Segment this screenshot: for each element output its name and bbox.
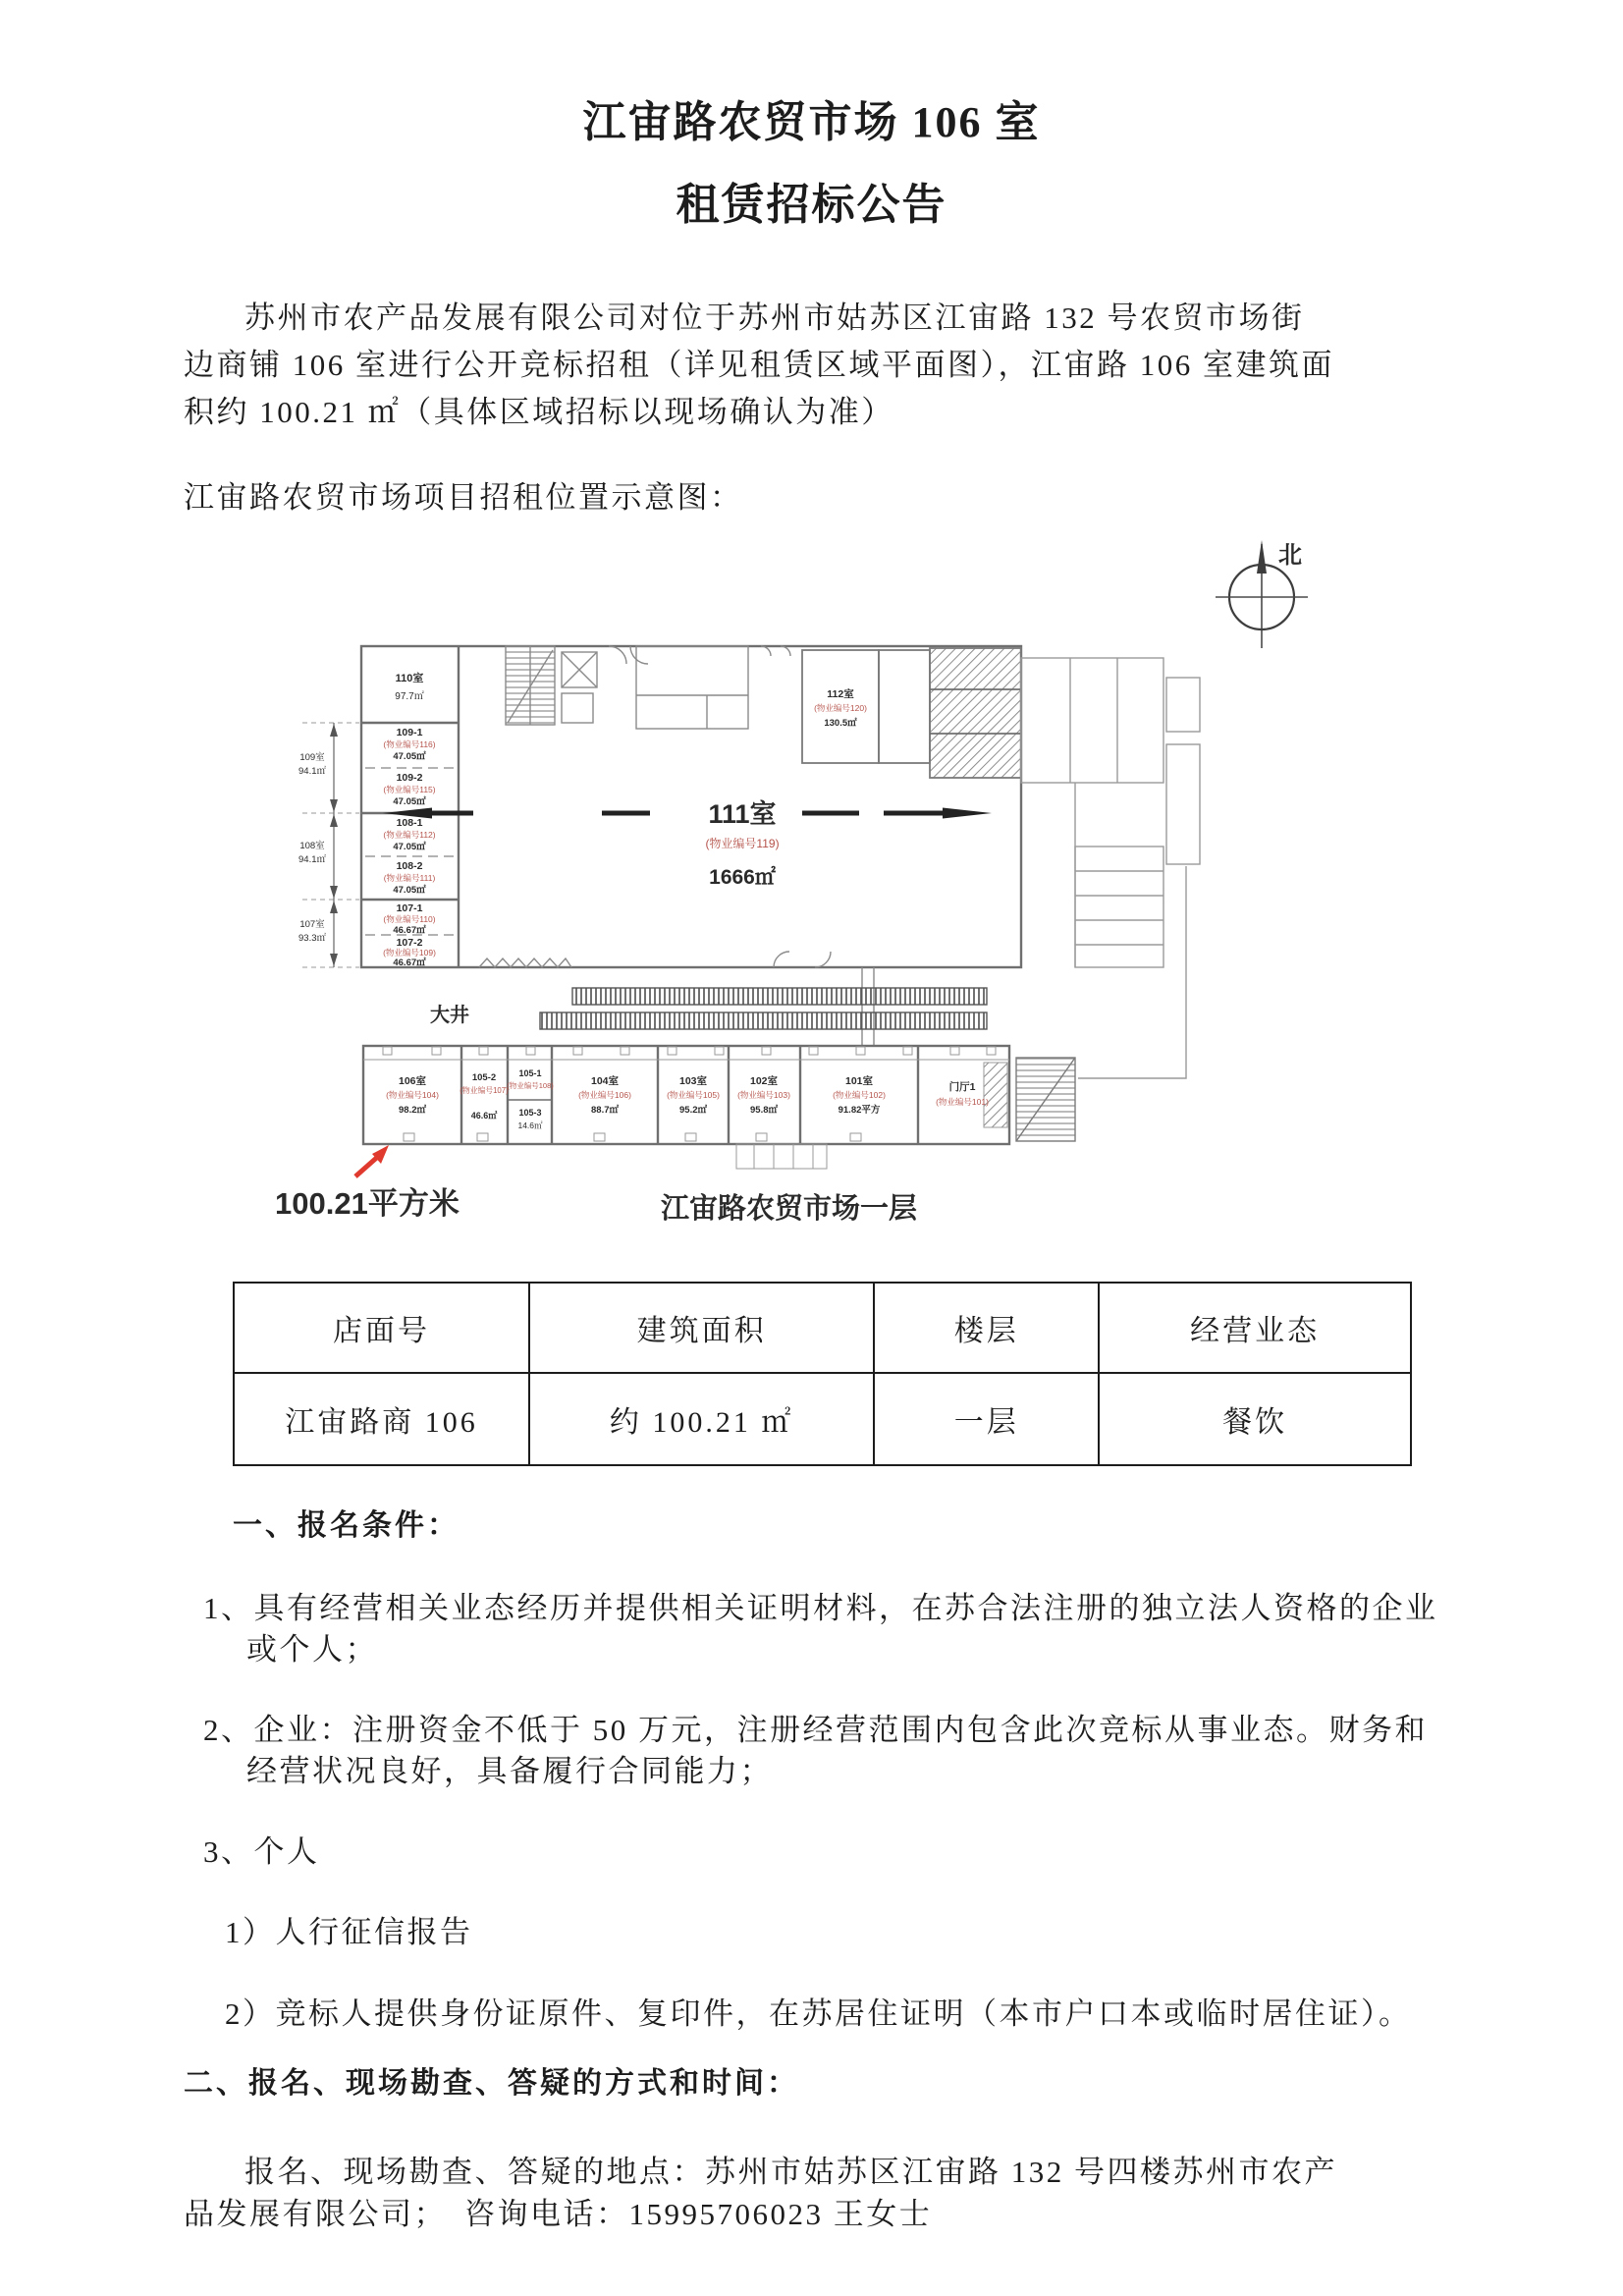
contact-line2: 品发展有限公司； 咨询电话：15995706023 王女士	[184, 2197, 933, 2231]
svg-text:(物业编号106): (物业编号106)	[578, 1090, 631, 1100]
svg-text:94.1㎡: 94.1㎡	[298, 854, 326, 865]
svg-text:109-2: 109-2	[396, 772, 423, 784]
top-right-rooms	[802, 648, 1021, 778]
svg-text:46.67㎡: 46.67㎡	[393, 925, 426, 936]
svg-text:14.6㎡: 14.6㎡	[517, 1121, 543, 1130]
doc-title-line2: 租赁招标公告	[676, 181, 947, 229]
svg-text:104室: 104室	[590, 1075, 620, 1087]
section2-heading: 二、报名、现场勘查、答疑的方式和时间：	[184, 2067, 799, 2100]
svg-text:(物业编号103): (物业编号103)	[737, 1090, 790, 1100]
svg-text:(物业编号111): (物业编号111)	[383, 873, 436, 883]
svg-text:111室: 111室	[708, 799, 777, 829]
svg-text:112室: 112室	[827, 688, 854, 700]
right-annex	[1016, 658, 1200, 1141]
item3-sub1: 1）人行征信报告	[225, 1915, 473, 1949]
svg-text:(物业编号102): (物业编号102)	[833, 1090, 886, 1100]
doc-title-line1: 江宙路农贸市场 106 室	[582, 98, 1041, 146]
table-data-row	[234, 1373, 1411, 1465]
room-112-labels	[814, 687, 867, 729]
hall-111-labels	[705, 799, 779, 889]
svg-text:91.82平方: 91.82平方	[838, 1105, 881, 1116]
bottom-shop-labels	[386, 1068, 989, 1130]
svg-text:47.05㎡: 47.05㎡	[393, 842, 426, 852]
intro-line-3: 积约 100.21 ㎡（具体区域招标以现场确认为准）	[184, 395, 894, 429]
room-110-area: 97.7㎡	[395, 691, 424, 702]
svg-text:47.05㎡: 47.05㎡	[393, 885, 426, 896]
hall-axis-arrows	[383, 808, 992, 819]
svg-text:(物业编号112): (物业编号112)	[383, 830, 436, 840]
left-room-labels	[383, 671, 436, 968]
stair-elevator-block	[506, 646, 790, 729]
td-area: 约 100.21 ㎡	[529, 1373, 874, 1465]
floor-plan-svg	[187, 532, 1321, 1285]
highlight-annotation	[275, 1145, 460, 1221]
svg-text:102室: 102室	[749, 1075, 779, 1087]
svg-text:94.1㎡: 94.1㎡	[298, 766, 326, 777]
th-business: 经营业态	[1099, 1283, 1411, 1373]
svg-text:47.05㎡: 47.05㎡	[393, 751, 426, 762]
svg-text:(物业编号105): (物业编号105)	[667, 1090, 720, 1100]
svg-text:(物业编号115): (物业编号115)	[383, 785, 436, 794]
courtyard-label: 大井	[430, 1005, 469, 1026]
room-110-no: 110室	[395, 673, 424, 684]
svg-text:(物业编号108): (物业编号108)	[507, 1081, 554, 1090]
north-label: 北	[1278, 542, 1302, 569]
svg-text:47.05㎡: 47.05㎡	[393, 796, 426, 807]
condition-item1-line1: 1、具有经营相关业态经历并提供相关证明材料，在苏合法注册的独立法人资格的企业	[203, 1591, 1438, 1625]
svg-text:46.67㎡: 46.67㎡	[393, 957, 426, 968]
svg-text:(物业编号107): (物业编号107)	[460, 1086, 509, 1095]
svg-text:108-2: 108-2	[396, 860, 423, 872]
section1-heading: 一、报名条件：	[233, 1509, 460, 1542]
main-hall-walls	[361, 646, 1021, 967]
svg-text:108-1: 108-1	[396, 817, 423, 829]
contact-line1: 报名、现场勘查、答疑的地点：苏州市姑苏区江宙路 132 号四楼苏州市农产	[244, 2155, 1337, 2189]
highlight-area-label: 100.21平方米	[275, 1186, 460, 1221]
th-shop-no: 店面号	[234, 1283, 529, 1373]
svg-text:98.2㎡: 98.2㎡	[399, 1105, 426, 1116]
td-floor: 一层	[874, 1373, 1099, 1465]
condition-item2-line1: 2、企业：注册资金不低于 50 万元，注册经营范围内包含此次竞标从事业态。财务和	[203, 1713, 1428, 1747]
svg-text:88.7㎡: 88.7㎡	[591, 1105, 619, 1116]
svg-text:(物业编号119): (物业编号119)	[705, 837, 780, 850]
svg-text:(物业编号110): (物业编号110)	[383, 914, 436, 924]
svg-text:(物业编号116): (物业编号116)	[383, 739, 436, 749]
svg-text:130.5㎡: 130.5㎡	[824, 718, 857, 729]
condition-item1-line2: 或个人；	[246, 1632, 378, 1667]
svg-text:109-1: 109-1	[396, 727, 423, 738]
svg-text:95.8㎡: 95.8㎡	[750, 1105, 778, 1116]
svg-text:101室: 101室	[844, 1075, 874, 1087]
condition-item2-line2: 经营状况良好，具备履行合同能力；	[246, 1754, 773, 1788]
svg-text:107-1: 107-1	[396, 902, 423, 914]
plan-caption: 江宙路农贸市场一层	[661, 1193, 918, 1225]
svg-text:门厅1: 门厅1	[948, 1081, 976, 1093]
condition-item3: 3、个人	[203, 1834, 320, 1869]
svg-text:107-2: 107-2	[396, 937, 423, 949]
svg-text:(物业编号104): (物业编号104)	[386, 1090, 439, 1100]
compass-icon	[1216, 540, 1308, 648]
th-area: 建筑面积	[529, 1283, 874, 1373]
svg-text:105-2: 105-2	[471, 1072, 497, 1083]
svg-text:93.3㎡: 93.3㎡	[298, 933, 326, 944]
svg-text:105-1: 105-1	[518, 1068, 542, 1078]
svg-text:(物业编号120): (物业编号120)	[814, 703, 867, 713]
th-floor: 楼层	[874, 1283, 1099, 1373]
svg-text:108室: 108室	[299, 841, 325, 851]
svg-text:46.6㎡: 46.6㎡	[470, 1111, 498, 1121]
td-shop-no: 江宙路商 106	[234, 1373, 529, 1465]
unit-info-table	[233, 1282, 1412, 1466]
floor-plan-figure	[187, 532, 1321, 1285]
left-dimensions	[298, 723, 359, 967]
svg-text:106室: 106室	[398, 1075, 427, 1087]
stall-rows	[540, 988, 987, 1029]
svg-text:(物业编号109): (物业编号109)	[383, 948, 436, 957]
td-business: 餐饮	[1099, 1373, 1411, 1465]
svg-text:109室: 109室	[299, 752, 325, 763]
svg-text:103室: 103室	[678, 1075, 708, 1087]
intro-line-1: 苏州市农产品发展有限公司对位于苏州市姑苏区江宙路 132 号农贸市场街	[244, 301, 1305, 335]
intro-line-2: 边商铺 106 室进行公开竞标招租（详见租赁区域平面图），江宙路 106 室建筑面	[184, 348, 1334, 382]
svg-text:105-3: 105-3	[518, 1108, 542, 1118]
svg-text:(物业编号101): (物业编号101)	[936, 1097, 989, 1107]
item3-sub2: 2）竞标人提供身份证原件、复印件，在苏居住证明（本市户口本或临时居住证）。	[225, 1996, 1412, 2031]
table-header-row	[234, 1283, 1411, 1373]
svg-text:95.2㎡: 95.2㎡	[679, 1105, 707, 1116]
svg-text:107室: 107室	[299, 919, 325, 930]
svg-text:1666㎡: 1666㎡	[709, 866, 776, 889]
figure-lead: 江宙路农贸市场项目招租位置示意图：	[184, 480, 743, 515]
